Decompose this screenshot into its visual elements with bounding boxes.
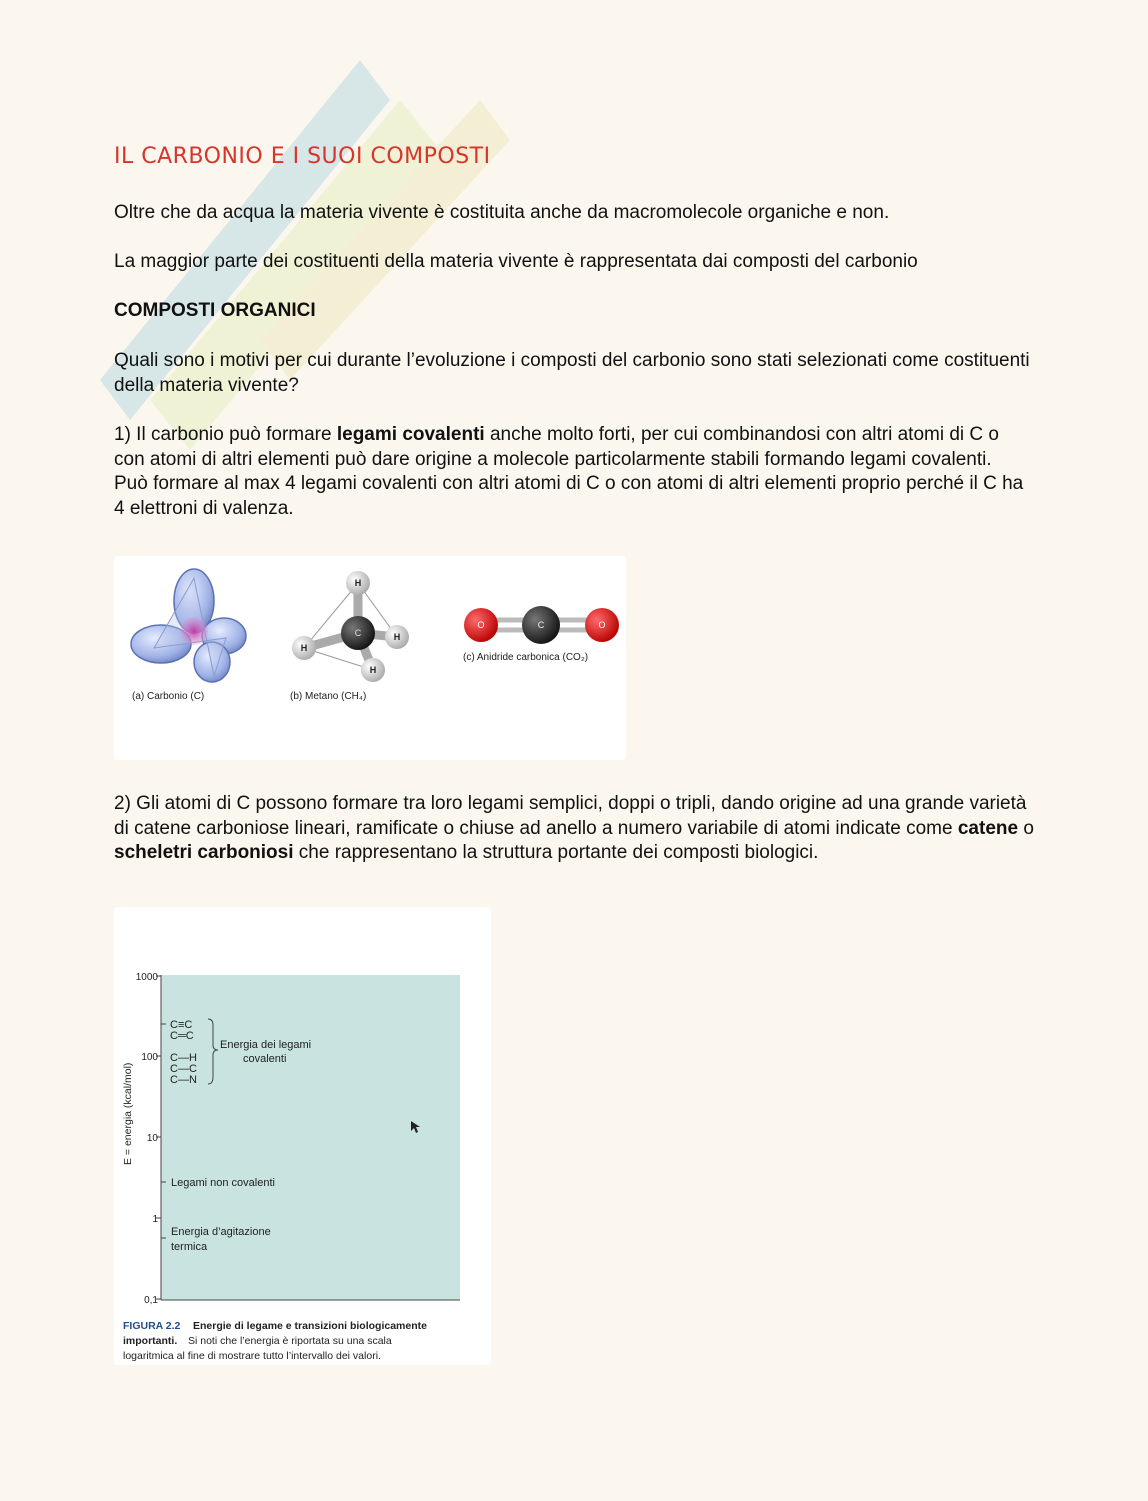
methane-model: [292, 571, 409, 682]
point2-text-e: che rappresentano la struttura portante dei composti biologici.: [293, 842, 819, 863]
point1-bold: legami covalenti: [336, 424, 485, 445]
bond-label: C—N: [170, 1074, 197, 1086]
paragraph-question: Quali sono i motivi per cui durante l’evoluzione i composti del carbonio sono stati selezionati come costituenti della materia vivente?: [114, 350, 1030, 396]
caption-title: importanti.: [123, 1335, 178, 1347]
atom-label-c: C: [354, 628, 362, 638]
atom-label-h: H: [354, 578, 362, 588]
paragraph-carbon-compounds: La maggior parte dei costituenti della materia vivente è rappresentata dai composti del carbonio: [114, 251, 918, 272]
label-noncovalent: Legami non covalenti: [171, 1177, 275, 1189]
caption-body: Si noti che l’energia è riportata su una scala: [188, 1335, 392, 1347]
bond-label: C—H: [170, 1052, 197, 1064]
point1-text-a: 1) Il carbonio può formare: [114, 424, 337, 445]
atom-label-h: H: [300, 643, 308, 653]
caption-title: Energie di legame e transizioni biologicamente: [193, 1320, 427, 1332]
bond-label: C═C: [170, 1030, 194, 1042]
co2-model: [464, 606, 619, 644]
label-thermal: termica: [171, 1241, 208, 1253]
point1-text-d: Può formare al max 4 legami covalenti con altri atomi di C o con atomi di altri elementi proprio perché il C ha 4 elettroni di valenza.: [114, 473, 1024, 519]
tick-label-0-1: 0,1: [144, 1295, 158, 1306]
y-axis-label: E = energia (kcal/mol): [122, 1062, 134, 1165]
point2-text-c: o: [1018, 817, 1034, 839]
tick-label-10: 10: [146, 1133, 158, 1144]
bond-label: C≡C: [170, 1019, 193, 1031]
point2-text-a: 2) Gli atomi di C possono formare tra loro legami semplici, doppi o tripli, dando origine ad una grande varietà di catene carboniose lineari, ramificate o chiuse ad anello a numero variabile di atomi indicate come: [114, 793, 1027, 839]
tick-label-100: 100: [141, 1052, 158, 1063]
atom-label-h: H: [393, 632, 401, 642]
atom-label-o: O: [598, 620, 606, 630]
section-heading: COMPOSTI ORGANICI: [114, 300, 316, 321]
label-covalent: Energia dei legami: [220, 1039, 312, 1051]
carbon-orbital-model: [131, 569, 246, 682]
point1-text-c: anche molto forti, per cui combinandosi con altri atomi di C o con atomi di altri elementi può dare origine a molecole particolarmente stabili formando legami covalenti.: [114, 424, 999, 470]
point2-bold-catene: catene: [957, 817, 1019, 839]
label-thermal: Energia d’agitazione: [171, 1226, 271, 1238]
caption-methane: (b) Metano (CH₄): [290, 691, 367, 702]
caption-carbon: (a) Carbonio (C): [132, 691, 205, 702]
atom-label-o: O: [477, 620, 485, 630]
label-covalent: covalenti: [243, 1053, 287, 1065]
point2-bold-scheletri: scheletri carboniosi: [114, 842, 294, 863]
figure-energy-scale: [114, 907, 491, 1365]
tick-label-1000: 1000: [135, 972, 158, 983]
bond-label: C—C: [170, 1063, 197, 1075]
paragraph-point-1: [114, 423, 1034, 521]
page-title: IL CARBONIO E I SUOI COMPOSTI: [114, 144, 491, 169]
paragraph-intro: Oltre che da acqua la materia vivente è costituita anche da macromolecole organiche e non.: [114, 202, 890, 223]
caption-body: logaritmica al fine di mostrare tutto l’intervallo dei valori.: [123, 1350, 381, 1362]
tick-label-1: 1: [152, 1214, 158, 1225]
caption-fig-number: FIGURA 2.2: [123, 1320, 181, 1332]
figure-molecules: [114, 556, 626, 760]
paragraph-point-2: [114, 792, 1034, 866]
atom-label-c: C: [537, 620, 545, 630]
caption-co2: (c) Anidride carbonica (CO₂): [463, 652, 589, 663]
atom-label-h: H: [369, 665, 377, 675]
